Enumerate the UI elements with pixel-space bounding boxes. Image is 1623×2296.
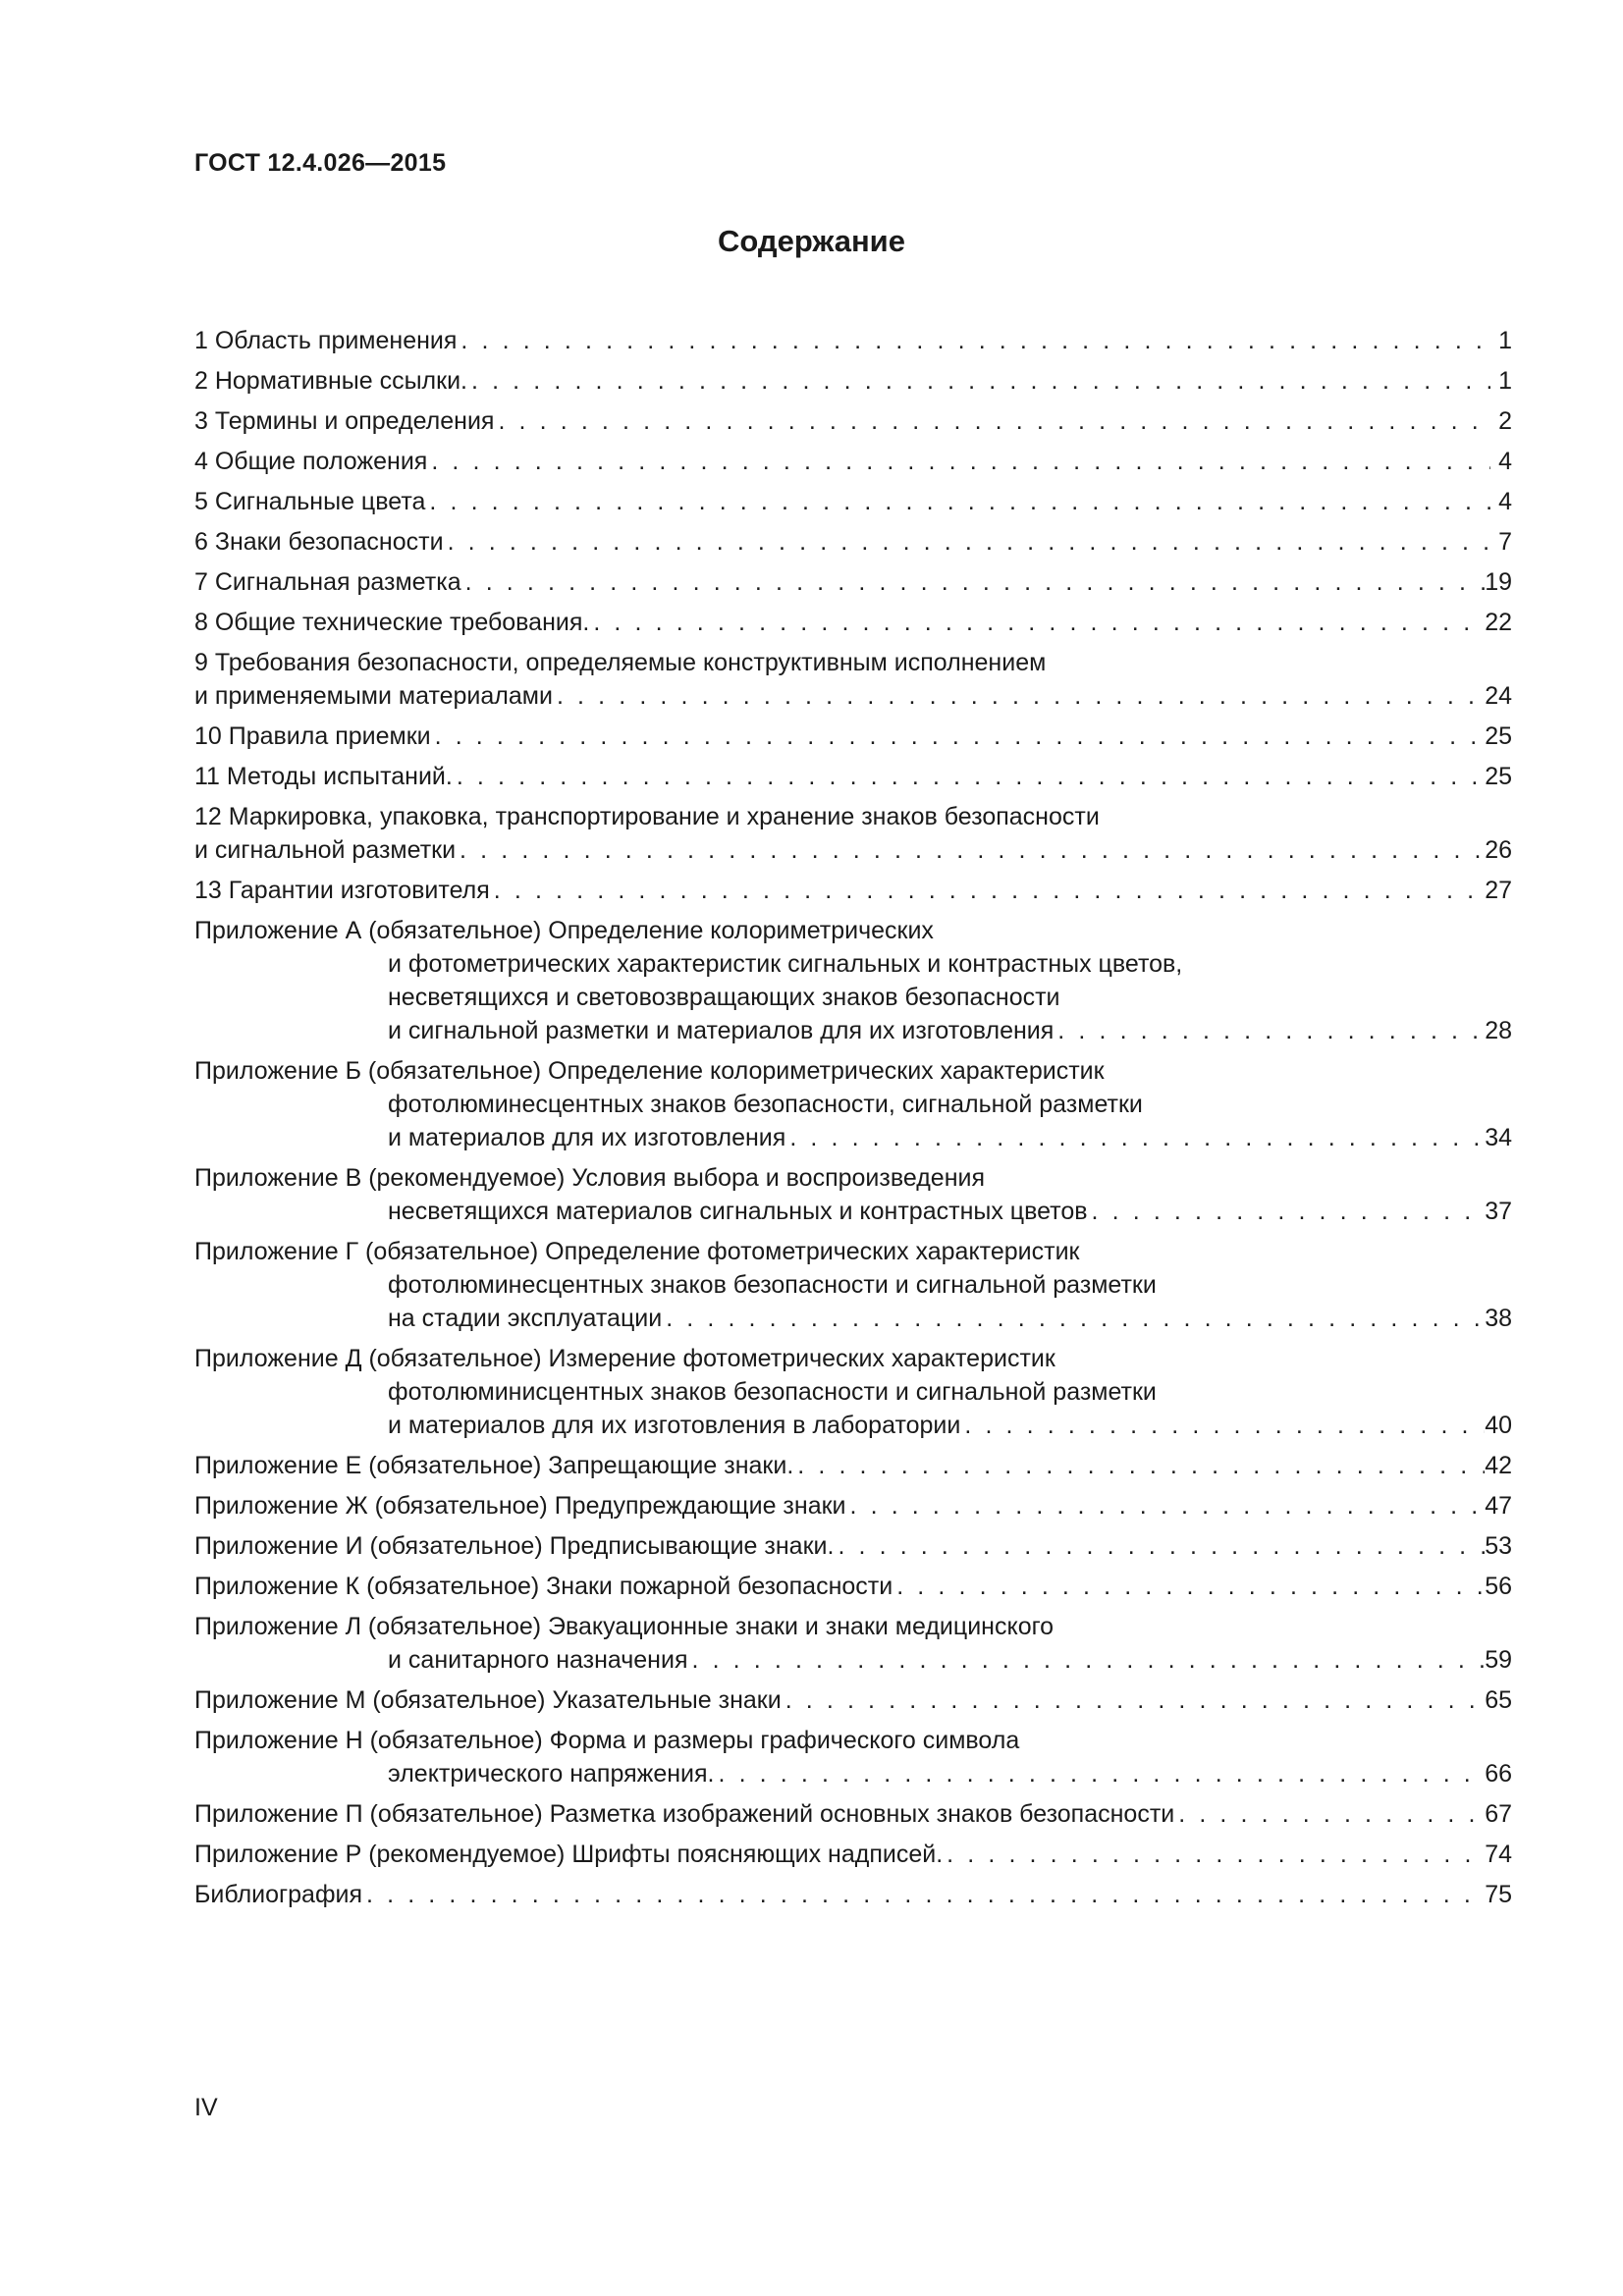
toc-entry-text-line: 9 Требования безопасности, определяемые конструктивным исполнением (194, 649, 1047, 676)
toc-entry[interactable] (194, 760, 1512, 793)
toc-entry-text-line: 13 Гарантии изготовителя (194, 877, 490, 904)
toc-entry-row (194, 679, 1512, 713)
toc-entry-text-line: и сигнальной разметки и материалов для их изготовления (388, 1017, 1055, 1044)
toc-entry-row (194, 1409, 1512, 1442)
toc-entry[interactable] (194, 800, 1512, 867)
toc-entry-text-line: и материалов для их изготовления (388, 1124, 786, 1151)
toc-entry-text-line: 8 Общие технические требования. (194, 609, 590, 636)
dot-leader (834, 1529, 1485, 1563)
toc-entry-text-line: Приложение П (обязательное) Разметка изображений основных знаков безопасности (194, 1800, 1175, 1828)
toc-entry[interactable] (194, 1342, 1512, 1442)
toc-entry[interactable] (194, 1570, 1512, 1603)
toc-entry-row (194, 1302, 1512, 1335)
toc-entry-text-line: и фотометрических характеристик сигнальных и контрастных цветов, (388, 950, 1183, 978)
toc-entry-text-line: 1 Область применения (194, 327, 458, 354)
toc-entry-text-line: 11 Методы испытаний. (194, 763, 453, 790)
toc-entry-page-number: 26 (1485, 836, 1512, 864)
toc-entry-text-line: фотолюминисцентных знаков безопасности и сигнальной разметки (388, 1378, 1157, 1406)
toc-entry[interactable] (194, 485, 1512, 518)
toc-entry-row (194, 485, 1512, 518)
toc-entry-text-line: Приложение Д (обязательное) Измерение фотометрических характеристик (194, 1345, 1055, 1372)
toc-entry-page-number: 59 (1485, 1646, 1512, 1674)
toc-entry-page-number: 2 (1498, 407, 1512, 435)
dot-leader (785, 1121, 1485, 1154)
dot-leader (1054, 1014, 1485, 1047)
toc-entry-row (194, 1121, 1512, 1154)
toc-entry-row (194, 324, 1512, 357)
toc-entry-page-number: 67 (1485, 1800, 1512, 1828)
toc-entry-text-line: Приложение К (обязательное) Знаки пожарной безопасности (194, 1573, 893, 1600)
toc-entry-text-line: 5 Сигнальные цвета (194, 488, 426, 515)
toc-entry-row (194, 1195, 1512, 1228)
toc-entry-row (194, 760, 1512, 793)
toc-entry[interactable] (194, 914, 1512, 1047)
toc-entry-row (194, 1757, 1512, 1790)
toc-entry-page-number: 19 (1485, 568, 1512, 596)
toc-entry-text-line: Приложение Р (рекомендуемое) Шрифты поясняющих надписей. (194, 1841, 944, 1868)
toc-entry-row (194, 1797, 1512, 1831)
toc-entry-page-number: 42 (1485, 1452, 1512, 1479)
toc-entry-row (194, 606, 1512, 639)
toc-entry[interactable] (194, 720, 1512, 753)
toc-entry-page-number: 65 (1485, 1686, 1512, 1714)
dot-leader (494, 404, 1490, 438)
toc-entry[interactable] (194, 1683, 1512, 1717)
toc-entry[interactable] (194, 324, 1512, 357)
dot-leader (960, 1409, 1485, 1442)
toc-entry-row (194, 1014, 1512, 1047)
toc-entry[interactable] (194, 1878, 1512, 1911)
dot-leader (467, 364, 1490, 398)
toc-entry-text-line: 4 Общие положения (194, 448, 428, 475)
dot-leader (1174, 1797, 1485, 1831)
document-code: ГОСТ 12.4.026—2015 (194, 149, 447, 177)
toc-entry[interactable] (194, 525, 1512, 559)
toc-entry-text-line: Приложение Г (обязательное) Определение фотометрических характеристик (194, 1238, 1080, 1265)
dot-leader (893, 1570, 1485, 1603)
toc-entry-text-line: электрического напряжения. (388, 1760, 715, 1788)
toc-title: Содержание (718, 224, 905, 258)
toc-entry[interactable] (194, 1529, 1512, 1563)
toc-entry-row (194, 1570, 1512, 1603)
toc-entry-page-number: 40 (1485, 1412, 1512, 1439)
toc-entry-text-line: фотолюминесцентных знаков безопасности, сигнальной разметки (388, 1091, 1143, 1118)
toc-entry-text-line: Библиография (194, 1881, 363, 1908)
toc-entry-page-number: 4 (1498, 488, 1512, 515)
dot-leader (453, 760, 1485, 793)
toc-entry-page-number: 53 (1485, 1532, 1512, 1560)
toc-entry-page-number: 74 (1485, 1841, 1512, 1868)
toc-entry[interactable] (194, 1797, 1512, 1831)
toc-entry-page-number: 4 (1498, 448, 1512, 475)
toc-entry-text-line: 10 Правила приемки (194, 722, 431, 750)
toc-entry-row (194, 445, 1512, 478)
toc-entry-text-line: Приложение Н (обязательное) Форма и размеры графического символа (194, 1727, 1020, 1754)
dot-leader (431, 720, 1486, 753)
toc-entry-text-line: Приложение А (обязательное) Определение колориметрических (194, 917, 934, 944)
dot-leader (662, 1302, 1485, 1335)
toc-entry-text-line: 3 Термины и определения (194, 407, 495, 435)
toc-entry-row (194, 364, 1512, 398)
toc-entry-page-number: 25 (1485, 722, 1512, 750)
dot-leader (846, 1489, 1486, 1522)
toc-entry-text-line: несветящихся и световозвращающих знаков безопасности (388, 984, 1060, 1011)
toc-entry-page-number: 28 (1485, 1017, 1512, 1044)
dot-leader (589, 606, 1485, 639)
toc-entry-text-line: Приложение Л (обязательное) Эвакуационные знаки и знаки медицинского (194, 1613, 1055, 1640)
toc-entry[interactable] (194, 565, 1512, 599)
toc-entry[interactable] (194, 1449, 1512, 1482)
toc-entry-text-line: Приложение В (рекомендуемое) Условия выбора и воспроизведения (194, 1164, 986, 1192)
dot-leader (461, 565, 1486, 599)
toc-entry[interactable] (194, 1724, 1512, 1790)
toc-entry-page-number: 37 (1485, 1198, 1512, 1225)
toc-entry[interactable] (194, 364, 1512, 398)
toc-entry-page-number: 25 (1485, 763, 1512, 790)
dot-leader (553, 679, 1485, 713)
table-of-contents (194, 324, 1512, 1918)
toc-entry-page-number: 7 (1498, 528, 1512, 556)
toc-entry[interactable] (194, 1161, 1512, 1228)
toc-entry-row (194, 404, 1512, 438)
toc-entry[interactable] (194, 1838, 1512, 1871)
toc-entry[interactable] (194, 1235, 1512, 1335)
toc-entry-page-number: 34 (1485, 1124, 1512, 1151)
dot-leader (715, 1757, 1486, 1790)
toc-entry-row (194, 874, 1512, 907)
page-number: IV (194, 2094, 218, 2121)
toc-entry-text-line: Приложение М (обязательное) Указательные знаки (194, 1686, 782, 1714)
toc-entry-row (194, 1489, 1512, 1522)
toc-entry-text-line: на стадии эксплуатации (388, 1305, 663, 1332)
toc-entry-row (194, 1683, 1512, 1717)
toc-entry-text-line: и материалов для их изготовления в лаборатории (388, 1412, 961, 1439)
dot-leader (444, 525, 1490, 559)
toc-entry-page-number: 47 (1485, 1492, 1512, 1520)
toc-entry-text-line: 7 Сигнальная разметка (194, 568, 461, 596)
toc-entry-text-line: Приложение Б (обязательное) Определение колориметрических характеристик (194, 1057, 1105, 1085)
toc-entry[interactable] (194, 445, 1512, 478)
toc-entry[interactable] (194, 874, 1512, 907)
toc-entry[interactable] (194, 1054, 1512, 1154)
dot-leader (782, 1683, 1486, 1717)
dot-leader (943, 1838, 1485, 1871)
toc-entry-text-line: Приложение И (обязательное) Предписывающие знаки. (194, 1532, 835, 1560)
toc-entry-page-number: 27 (1485, 877, 1512, 904)
toc-entry-page-number: 1 (1498, 327, 1512, 354)
toc-entry-page-number: 66 (1485, 1760, 1512, 1788)
toc-entry-text-line: 2 Нормативные ссылки. (194, 367, 467, 395)
toc-entry[interactable] (194, 646, 1512, 713)
toc-entry-text-line: и сигнальной разметки (194, 836, 457, 864)
toc-entry-text-line: несветящихся материалов сигнальных и контрастных цветов (388, 1198, 1088, 1225)
dot-leader (427, 445, 1490, 478)
toc-entry-row (194, 565, 1512, 599)
toc-entry-page-number: 22 (1485, 609, 1512, 636)
toc-entry-row (194, 833, 1512, 867)
toc-entry-text-line: Приложение Ж (обязательное) Предупреждающие знаки (194, 1492, 846, 1520)
toc-entry-page-number: 56 (1485, 1573, 1512, 1600)
dot-leader (1088, 1195, 1486, 1228)
toc-entry-page-number: 1 (1498, 367, 1512, 395)
toc-entry[interactable] (194, 404, 1512, 438)
toc-entry-text-line: Приложение Е (обязательное) Запрещающие знаки. (194, 1452, 794, 1479)
toc-entry-row (194, 1529, 1512, 1563)
toc-entry-row (194, 1449, 1512, 1482)
toc-entry[interactable] (194, 1489, 1512, 1522)
toc-entry-row (194, 1878, 1512, 1911)
toc-entry-text-line: 6 Знаки безопасности (194, 528, 444, 556)
dot-leader (793, 1449, 1485, 1482)
toc-entry-text-line: и применяемыми материалами (194, 682, 553, 710)
toc-entry-row (194, 1838, 1512, 1871)
dot-leader (687, 1643, 1485, 1677)
dot-leader (425, 485, 1490, 518)
dot-leader (457, 324, 1490, 357)
toc-entry-text-line: фотолюминесцентных знаков безопасности и сигнальной разметки (388, 1271, 1157, 1299)
toc-entry-text-line: и санитарного назначения (388, 1646, 688, 1674)
toc-entry[interactable] (194, 1610, 1512, 1677)
toc-entry-page-number: 24 (1485, 682, 1512, 710)
toc-entry-text-line: 12 Маркировка, упаковка, транспортирование и хранение знаков безопасности (194, 803, 1100, 830)
dot-leader (490, 874, 1485, 907)
toc-entry-row (194, 1643, 1512, 1677)
toc-entry-row (194, 525, 1512, 559)
toc-entry-row (194, 720, 1512, 753)
toc-entry[interactable] (194, 606, 1512, 639)
dot-leader (456, 833, 1485, 867)
toc-entry-page-number: 38 (1485, 1305, 1512, 1332)
toc-entry-page-number: 75 (1485, 1881, 1512, 1908)
dot-leader (362, 1878, 1485, 1911)
